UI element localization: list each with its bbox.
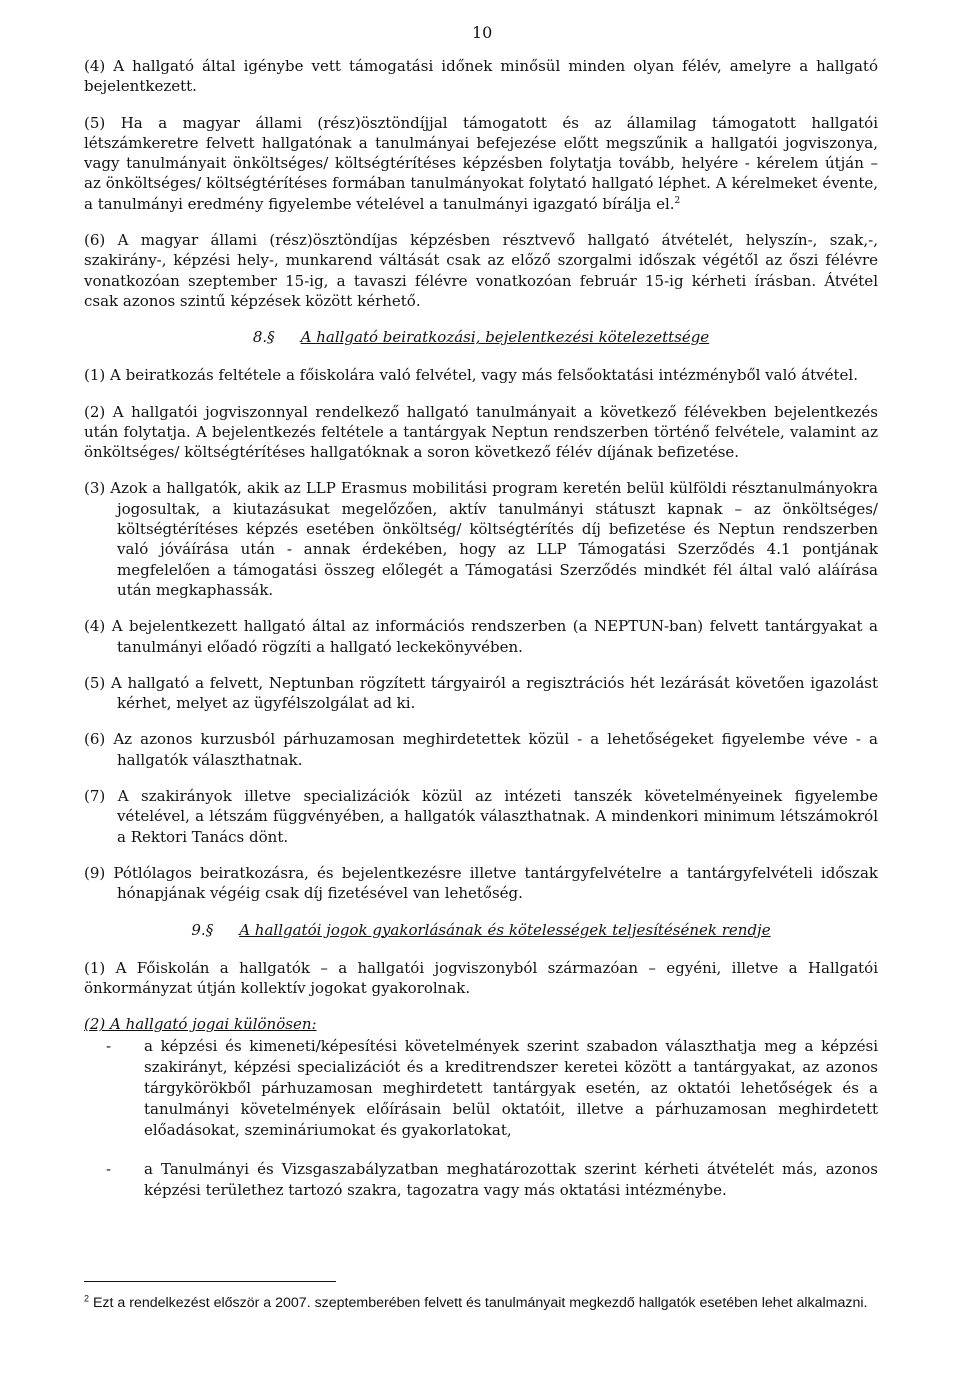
- s8-item-9: (9) Pótlólagos beiratkozásra, és bejelentkezésre illetve tantárgyfelvételre a tantárgyfelvételi időszak hónapjának végéig csak díj fizetésével van lehetőség.: [84, 863, 878, 903]
- paragraph-5-text: (5) Ha a magyar állami (rész)ösztöndíjjal támogatott és az államilag támogatott hallgatói létszámkeretre felvett hallgatónak a tanulmányai befejezése előtt megszűnik a hallgatói jogviszonya, vagy tanulmányait önköltséges/ költségtérítéses képzésben folytatja tovább, helyére - kérelem útján – az önköltséges/ költségtérítéses formában tanulmányokat folytató hallgató léphet. A kérelmeket évente, a tanulmányi eredmény figyelembe vételével a tanulmányi igazgató bírálja el.: [84, 113, 878, 213]
- s9-bullet-2: [84, 1159, 878, 1201]
- s8-item-5: (5) A hallgató a felvett, Neptunban rögzített tárgyairól a regisztrációs hét lezárását követően igazolást kérhet, melyet az ügyfélszolgálat ad ki.: [84, 673, 878, 713]
- bullet-dash: -: [106, 1037, 112, 1056]
- paragraph-4-continued: (4) A hallgató által igénybe vett támogatási időnek minősül minden olyan félév, amelyre a hallgató bejelentkezett.: [84, 57, 878, 96]
- s8-item-6: (6) Az azonos kurzusból párhuzamosan meghirdetettek közül - a lehetőségeket figyelembe véve - a hallgatók választhatnak.: [84, 730, 878, 769]
- s8-item-1: (1) A beiratkozás feltétele a főiskolára való felvétel, vagy más felsőoktatási intézményből való átvétel.: [84, 366, 858, 385]
- s8-item-3: (3) Azok a hallgatók, akik az LLP Erasmus mobilitási program keretén belül külföldi résztanulmányokra jogosultak, a kiutazásukat megelőzően, aktív tanulmányi státuszt kapnak – az önköltséges/ költségtérítéses képzés esetében önköltség/ költségtérítés díj befizetése és Neptun rendszerben való jóváírása után - annak érdekében, hogy az LLP Támogatási Szerződés 4.1 pontjának megfelelően a támogatási összeg előlegét a Támogatási Szerződés mindkét fél által való aláírása után megkaphassák.: [84, 479, 878, 599]
- footnote-text: Ezt a rendelkezést először a 2007. szeptemberében felvett és tanulmányait megkezdő hallgatók esetében lehet alkalmazni.: [92, 1295, 868, 1311]
- section-9-heading: [84, 920, 878, 940]
- s9-bullet-1: [84, 1036, 878, 1141]
- footnote-reference[interactable]: 2: [674, 195, 681, 206]
- s9-bullet-1-text: a képzési és kimeneti/képesítési követelmények szerint szabadon választhatja meg a képzési szakirányt, képzési specializációt és a kreditrendszer keretei között a tantárgyakat, az azonos tárgykörökből párhuzamosan meghirdetett tantárgyak esetén, az oktatói lehetőségek és a tanulmányi követelmények előírásain belül oktatóit, illetve a párhuzamosan meghirdetett előadásokat, szemináriumokat és gyakorlatokat,: [144, 1037, 878, 1140]
- section-8-number: 8.§: [252, 328, 275, 347]
- s8-item-4: (4) A bejelentkezett hallgató által az információs rendszerben (a NEPTUN-ban) felvett tantárgyakat a tanulmányi előadó rögzíti a hallgató leckekönyvében.: [84, 617, 878, 656]
- bullet-dash: -: [106, 1160, 112, 1179]
- page-number: 10: [472, 23, 493, 42]
- section-9-number: 9.§: [191, 920, 214, 939]
- s9-bullet-2-text: a Tanulmányi és Vizsgaszabályzatban meghatározottak szerint kérheti átvételét más, azonos képzési területhez tartozó szakra, tagozatra vagy más oktatási intézménybe.: [144, 1160, 878, 1200]
- footnote-separator: [84, 1281, 336, 1282]
- s9-item-2-label-text: (2) A hallgató jogai különösen:: [84, 1015, 317, 1034]
- section-9-title: A hallgatói jogok gyakorlásának és kötelességek teljesítésének rendje: [239, 920, 771, 939]
- s8-item-7: (7) A szakirányok illetve specializációk közül az intézeti tanszék követelményeinek figyelembe vételével, a létszám függvényében, a hallgatók választhatnak. A mindenkori minimum létszámokról a Rektori Tanács dönt.: [84, 787, 878, 846]
- s9-item-1: (1) A Főiskolán a hallgatók – a hallgatói jogviszonyból származóan – egyéni, illetve a Hallgatói önkormányzat útján kollektív jogokat gyakorolnak.: [84, 958, 878, 997]
- section-8-heading: [84, 327, 878, 347]
- section-8-title: A hallgató beiratkozási, bejelentkezési kötelezettsége: [300, 328, 710, 347]
- paragraph-5: [84, 113, 878, 214]
- footnote: [84, 1294, 874, 1313]
- page-body: [84, 56, 878, 1201]
- s9-item-2-label: [84, 1014, 878, 1034]
- footnote-number: 2: [84, 1293, 90, 1304]
- paragraph-6: (6) A magyar állami (rész)ösztöndíjas képzésben résztvevő hallgató átvételét, helyszín-, szak,-, szakirány-, képzési hely-, munkarend váltását csak az előző szorgalmi időszak végétől az őszi félévre vonatkozóan szeptember 15-ig, a tavaszi félévre vonatkozóan február 15-ig kérheti írásban. Átvétel csak azonos szintű képzések között kérhető.: [84, 231, 878, 310]
- s8-item-2: (2) A hallgatói jogviszonnyal rendelkező hallgató tanulmányait a következő félévekben bejelentkezés után folytatja. A bejelentkezés feltétele a tantárgyak Neptun rendszerben történő felvétele, valamint az önköltséges/ költségtérítéses hallgatóknak a soron következő félév díjának befizetése.: [84, 402, 878, 462]
